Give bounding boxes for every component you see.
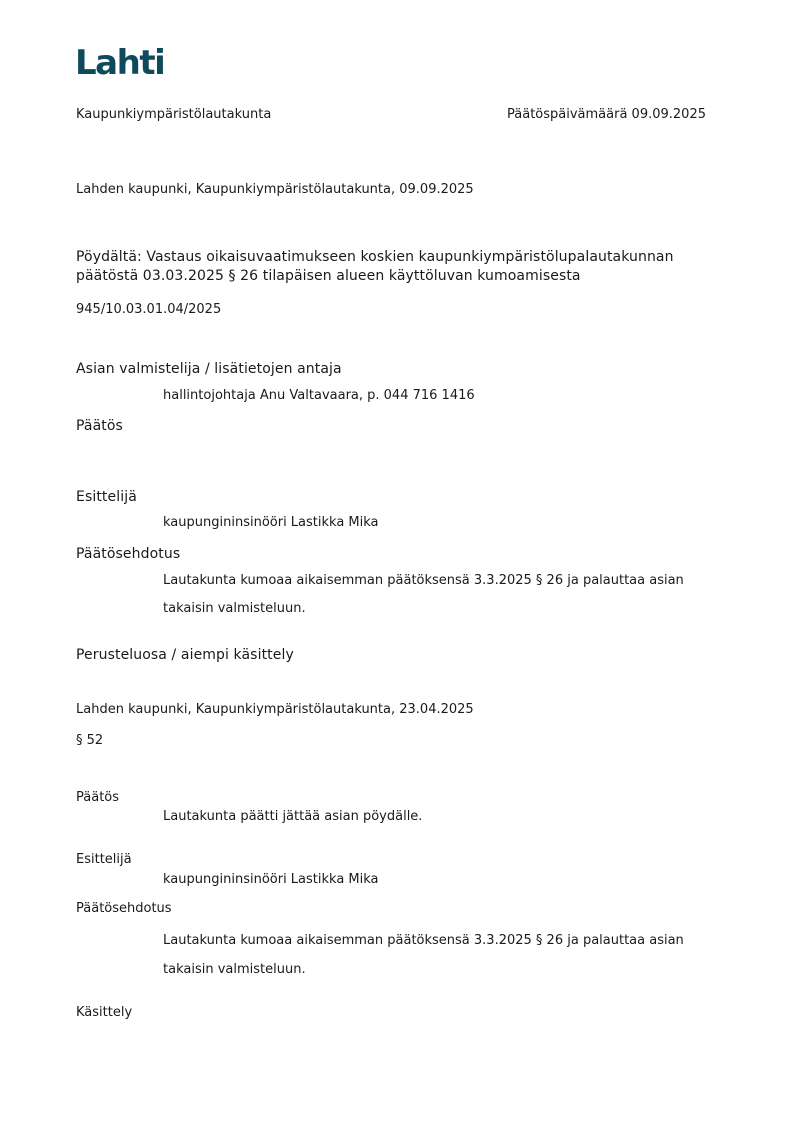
handling-label: Käsittely [76,1005,133,1020]
previous-proposal-label: Päätösehdotus [76,901,172,916]
previous-meeting-line: Lahden kaupunki, Kaupunkiympäristölautakunta, 23.04.2025 [76,702,474,717]
decision-date: Päätöspäivämäärä 09.09.2025 [507,107,706,122]
previous-presenter-value: kaupungininsinööri Lastikka Mika [163,872,379,887]
title-line-2: päätöstä 03.03.2025 § 26 tilapäisen alueen käyttöluvan kumoamisesta [76,268,581,284]
proposal-line-1: Lautakunta kumoaa aikaisemman päätöksensä 3.3.2025 § 26 ja palauttaa asian [163,573,684,588]
lahti-logo: Lahti [75,43,165,83]
proposal-line-2: takaisin valmisteluun. [163,601,306,616]
preparer-value: hallintojohtaja Anu Valtavaara, p. 044 716 1416 [163,388,475,403]
meeting-line: Lahden kaupunki, Kaupunkiympäristölautakunta, 09.09.2025 [76,182,474,197]
proposal-label: Päätösehdotus [76,546,181,562]
presenter-label: Esittelijä [76,489,137,505]
previous-presenter-label: Esittelijä [76,852,132,867]
organ-name: Kaupunkiympäristölautakunta [76,107,272,122]
presenter-value: kaupungininsinööri Lastikka Mika [163,515,379,530]
previous-section: § 52 [76,733,104,748]
record-number: 945/10.03.01.04/2025 [76,302,222,317]
previous-proposal-line-2: takaisin valmisteluun. [163,962,306,977]
previous-proposal-line-1: Lautakunta kumoaa aikaisemman päätöksensä 3.3.2025 § 26 ja palauttaa asian [163,933,684,948]
preparer-label: Asian valmistelija / lisätietojen antaja [76,361,342,377]
previous-decision-label: Päätös [76,790,120,805]
decision-label: Päätös [76,418,123,434]
title-line-1: Pöydältä: Vastaus oikaisuvaatimukseen koskien kaupunkiympäristölupalautakunnan [76,249,674,265]
previous-decision-value: Lautakunta päätti jättää asian pöydälle. [163,809,423,824]
background-label: Perusteluosa / aiempi käsittely [76,647,294,663]
